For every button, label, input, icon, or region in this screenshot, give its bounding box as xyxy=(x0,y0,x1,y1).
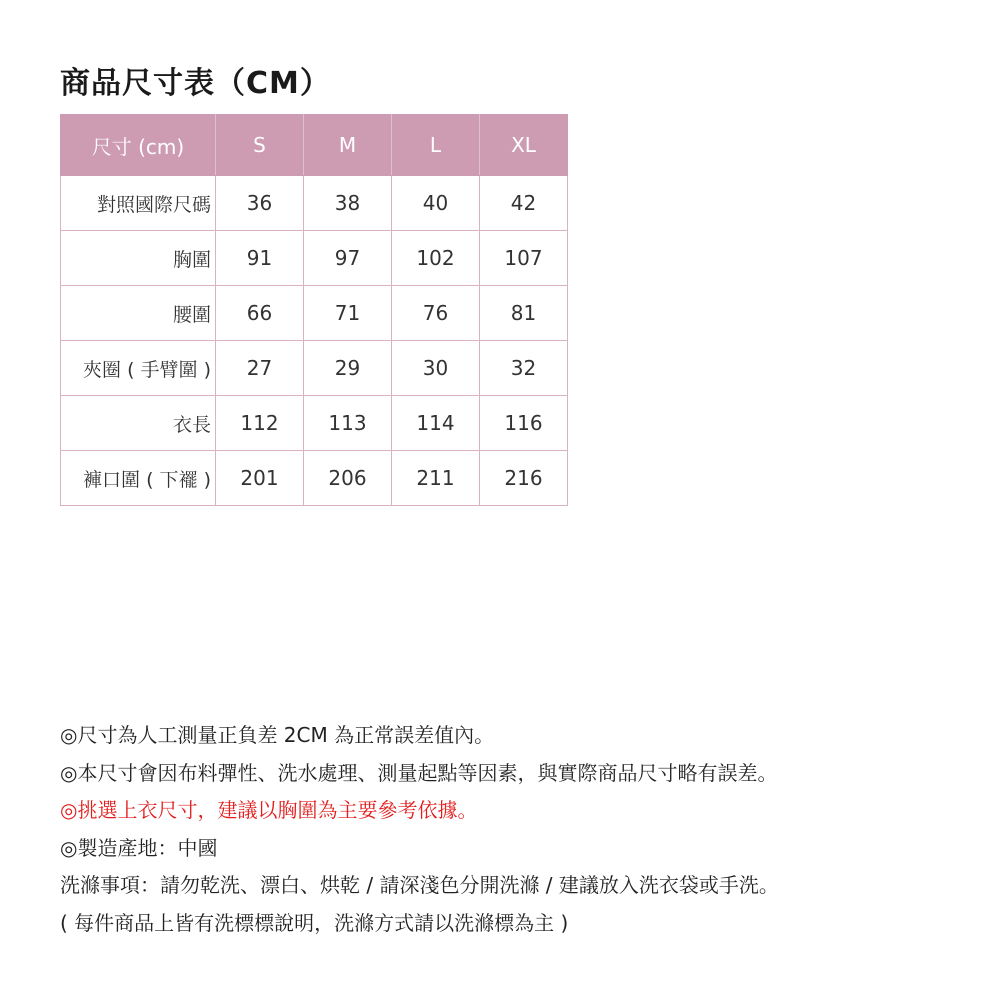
table-cell: 36 xyxy=(216,176,304,231)
table-row xyxy=(61,176,568,231)
row-label: 衣長 xyxy=(61,396,216,451)
row-label: 胸圍 xyxy=(61,231,216,286)
table-cell: 107 xyxy=(480,231,568,286)
note-origin: ◎製造產地：中國 xyxy=(60,835,218,860)
note-chest-reference: ◎挑選上衣尺寸，建議以胸圍為主要參考依據。 xyxy=(60,798,478,822)
table-cell: 112 xyxy=(216,396,304,451)
note-washing-instructions: 洗滌事項：請勿乾洗、漂白、烘乾 / 請深淺色分開洗滌 / 建議放入洗衣袋或手洗。 xyxy=(60,873,779,897)
table-cell: 29 xyxy=(304,341,392,396)
table-cell: 32 xyxy=(480,341,568,396)
table-cell: 113 xyxy=(304,396,392,451)
column-header-l: L xyxy=(392,115,480,176)
table-cell: 40 xyxy=(392,176,480,231)
row-label: 夾圈 ( 手臂圍 ) xyxy=(61,341,216,396)
table-cell: 76 xyxy=(392,286,480,341)
page-title: 商品尺寸表（CM） xyxy=(60,66,331,101)
row-label: 腰圍 xyxy=(61,286,216,341)
column-header-size-cm: 尺寸 (cm) xyxy=(61,115,216,176)
table-cell: 201 xyxy=(216,451,304,506)
column-header-xl: XL xyxy=(480,115,568,176)
table-row xyxy=(61,451,568,506)
note-measurement-tolerance: ◎尺寸為人工測量正負差 2CM 為正常誤差值內。 xyxy=(60,723,495,747)
notes-list xyxy=(60,717,779,942)
table-cell: 71 xyxy=(304,286,392,341)
size-table xyxy=(60,114,568,506)
table-cell: 206 xyxy=(304,451,392,506)
table-cell: 42 xyxy=(480,176,568,231)
table-row xyxy=(61,231,568,286)
table-cell: 81 xyxy=(480,286,568,341)
row-label: 褲口圍 ( 下襬 ) xyxy=(61,451,216,506)
table-cell: 116 xyxy=(480,396,568,451)
table-row xyxy=(61,341,568,396)
table-cell: 38 xyxy=(304,176,392,231)
table-cell: 91 xyxy=(216,231,304,286)
table-cell: 66 xyxy=(216,286,304,341)
table-cell: 27 xyxy=(216,341,304,396)
table-cell: 30 xyxy=(392,341,480,396)
column-header-s: S xyxy=(216,115,304,176)
note-care-label: ( 每件商品上皆有洗標標說明，洗滌方式請以洗滌標為主 ) xyxy=(60,910,569,935)
column-header-m: M xyxy=(304,115,392,176)
table-cell: 102 xyxy=(392,231,480,286)
table-cell: 114 xyxy=(392,396,480,451)
table-cell: 97 xyxy=(304,231,392,286)
table-cell: 216 xyxy=(480,451,568,506)
row-label: 對照國際尺碼 xyxy=(61,176,216,231)
table-row xyxy=(61,396,568,451)
table-row xyxy=(61,286,568,341)
table-cell: 211 xyxy=(392,451,480,506)
table-header-row xyxy=(61,115,568,176)
note-fabric-variance: ◎本尺寸會因布料彈性、洗水處理、測量起點等因素，與實際商品尺寸略有誤差。 xyxy=(60,760,778,785)
